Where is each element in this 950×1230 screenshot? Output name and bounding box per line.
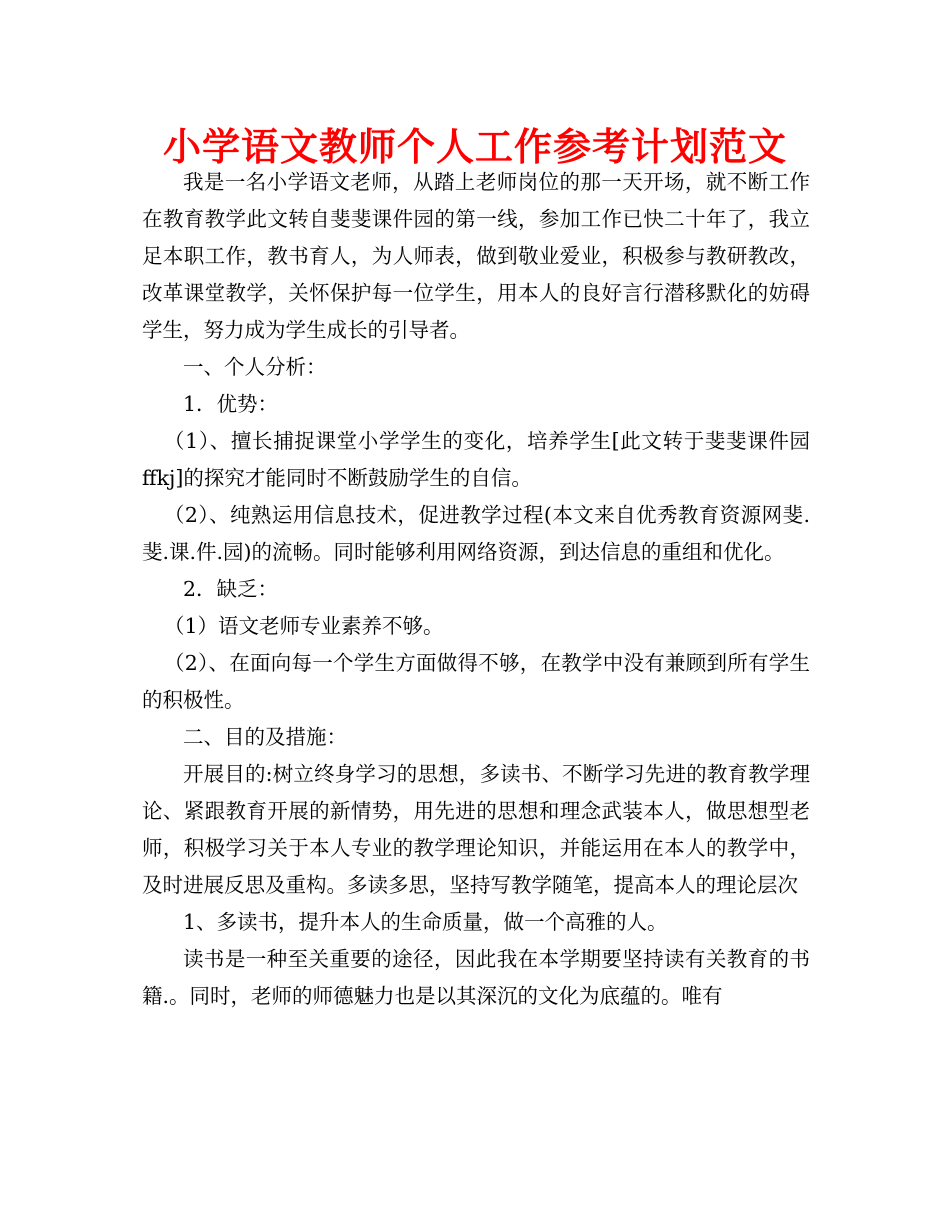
weakness-item-2: （2）、在面向每一个学生方面做得不够，在教学中没有兼顾到所有学生的积极性。 [142, 651, 810, 712]
document-body [142, 164, 810, 1015]
strength-item-2: （2）、纯熟运用信息技术，促进教学过程(本文来自优秀教育资源网斐.斐.课.件.园)的流畅。同时能够利用网络资源，到达信息的重组和优化。 [142, 503, 810, 564]
strength-item-1: （1）、擅长捕捉课堂小学学生的变化，培养学生[此文转于斐斐课件园ffkj]的探究才能同时不断鼓励学生的自信。 [142, 429, 810, 490]
measure-item-1: 1、多读书，提升本人的生命质量，做一个高雅的人。 [183, 910, 668, 934]
intro-paragraph: 我是一名小学语文老师，从踏上老师岗位的那一天开场，就不断工作在教育教学此文转自斐斐课件园的第一线，参加工作已快二十年了，我立足本职工作，教书育人，为人师表，做到敬业爱业，积极参与教研教改，改革课堂教学，关怀保护每一位学生，用本人的良好言行潜移默化的妨碍学生，努力成为学生成长的引导者。 [142, 170, 810, 342]
weakness-item-1: （1）语文老师专业素养不够。 [164, 614, 444, 638]
goals-paragraph: 开展目的:树立终身学习的思想，多读书、不断学习先进的教育教学理论、紧跟教育开展的新情势，用先进的思想和理念武装本人，做思想型老师，积极学习关于本人专业的教学理论知识，并能运用在本人的教学中，及时进展反思及重构。多读多思，坚持写教学随笔，提高本人的理论层次 [142, 762, 810, 897]
section-heading-personal-analysis: 一、个人分析： [183, 355, 327, 379]
reading-paragraph: 读书是一种至关重要的途径，因此我在本学期要坚持读有关教育的书籍.。同时，老师的师德魅力也是以其深沉的文化为底蕴的。唯有 [142, 947, 810, 1008]
section-heading-goals-measures: 二、目的及措施： [183, 725, 347, 749]
document-title: 小学语文教师个人工作参考计划范文 [162, 125, 787, 169]
subheading-strengths: 1．优势： [183, 392, 279, 416]
subheading-weaknesses: 2．缺乏： [183, 577, 279, 601]
